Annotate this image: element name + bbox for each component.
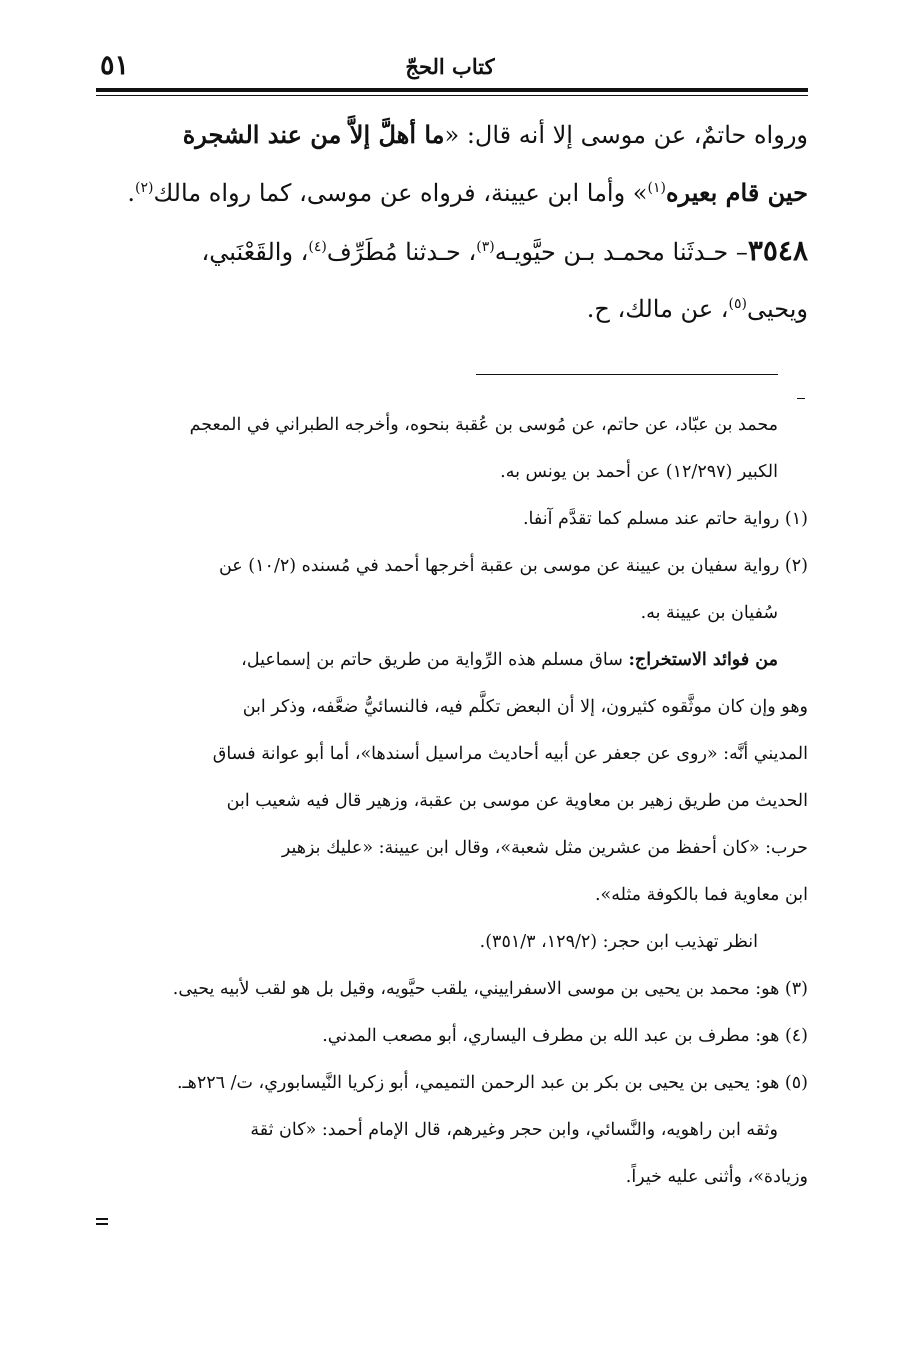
header-rule-thin xyxy=(96,95,808,96)
benefit-line-5: حرب: «كان أحفظ من عشرين مثل شعبة»، وقال ابن عيينة: «عليك بزهير xyxy=(281,838,808,858)
footnotes xyxy=(96,402,808,1201)
benefit-reference: انظر تهذيب ابن حجر: (١٢٩/٢، ٣٥١/٣). xyxy=(479,932,758,952)
main-line-1: ورواه حاتمٌ، عن موسى إلا أنه قال: «ما أهلَّ إلاَّ من عند الشجرة xyxy=(182,120,808,149)
footnote-4: (٤) هو: مطرف بن عبد الله بن مطرف اليساري، أبو مصعب المدني. xyxy=(322,1026,808,1046)
footnote-separator xyxy=(476,374,778,375)
header-rule-thick xyxy=(96,88,808,92)
footnote-2-cont: سُفيان بن عيينة به. xyxy=(640,603,778,623)
page-number: ٥١ xyxy=(100,50,130,81)
hadith-number: ٣٥٤٨ xyxy=(747,234,808,267)
continuation-mark-bottom-2 xyxy=(96,1223,108,1225)
benefit-line-4: الحديث من طريق زهير بن معاوية عن موسى بن عقبة، وزهير قال فيه شعيب ابن xyxy=(226,791,808,811)
benefit-line-6: ابن معاوية فما بالكوفة مثله». xyxy=(594,885,808,905)
footnote-ref-1[interactable]: (١) xyxy=(647,180,666,196)
benefit-line-2: وهو وإن كان موثَّقوه كثيرون، إلا أن البعض تكلَّم فيه، فالنسائيُّ ضعَّفه، وذكر ابن xyxy=(242,697,808,717)
footnote-3: (٣) هو: محمد بن يحيى بن موسى الاسفراييني، يلقب حيَّويه، وقيل بل هو لقب لأبيه يحيى. xyxy=(172,979,808,999)
footnote-ref-2[interactable]: (٢) xyxy=(134,180,154,196)
continuation-mark xyxy=(797,398,805,399)
main-line-2: حين قام بعيره$^{(١)}$» وأما ابن عيينة، فرواه عن موسى، كما رواه مالك$^{(٢)}$. xyxy=(127,178,808,207)
footnote-continued-line-1: محمد بن عبّاد، عن حاتم، عن مُوسى بن عُقبة بنحوه، وأخرجه الطبراني في المعجم xyxy=(189,415,778,435)
footnote-ref-4[interactable]: (٤) xyxy=(308,239,327,255)
footnote-continued-line-2: الكبير (١٢/٢٩٧) عن أحمد بن يونس به. xyxy=(500,462,778,482)
footnote-5-cont-1: وثقه ابن راهويه، والنَّسائي، وابن حجر وغيرهم، قال الإمام أحمد: «كان ثقة xyxy=(250,1120,778,1140)
footnote-2: (٢) رواية سفيان بن عيينة عن موسى بن عقبة أخرجها أحمد في مُسنده (١٠/٢) عن xyxy=(218,556,808,576)
footnote-1: (١) رواية حاتم عند مسلم كما تقدَّم آنفا. xyxy=(522,509,808,529)
footnote-ref-5[interactable]: (٥) xyxy=(728,296,747,312)
main-text xyxy=(96,106,808,338)
hadith-3548: ٣٥٤٨– حـدثَنا محمـد بـن حيَّويـه$^{(٣)}$، حـدثنا مُطَرِّف$^{(٤)}$، والقَعْنَبي، xyxy=(201,234,808,267)
main-line-4: ويحيى$^{(٥)}$، عن مالك، ح. xyxy=(586,295,808,323)
footnote-5: (٥) هو: يحيى بن يحيى بن بكر بن عبد الرحمن التميمي، أبو زكريا النَّيسابوري، ت/ ٢٢٦هـ. xyxy=(176,1073,808,1093)
benefit-line-1: من فوائد الاستخراج: ساق مسلم هذه الرِّواية من طريق حاتم بن إسماعيل، xyxy=(241,650,778,670)
continuation-mark-bottom xyxy=(96,1218,108,1220)
running-title: كتاب الحجّ xyxy=(405,54,495,79)
benefit-label: من فوائد الاستخراج: xyxy=(628,650,778,670)
benefit-line-3: المديني أنَّه: «روى عن جعفر عن أبيه أحاديث مراسيل أسندها»، أما أبو عوانة فساق xyxy=(212,744,808,764)
footnote-5-cont-2: وزيادة»، وأثنى عليه خيراً. xyxy=(625,1167,808,1187)
footnote-ref-3[interactable]: (٣) xyxy=(476,239,495,255)
